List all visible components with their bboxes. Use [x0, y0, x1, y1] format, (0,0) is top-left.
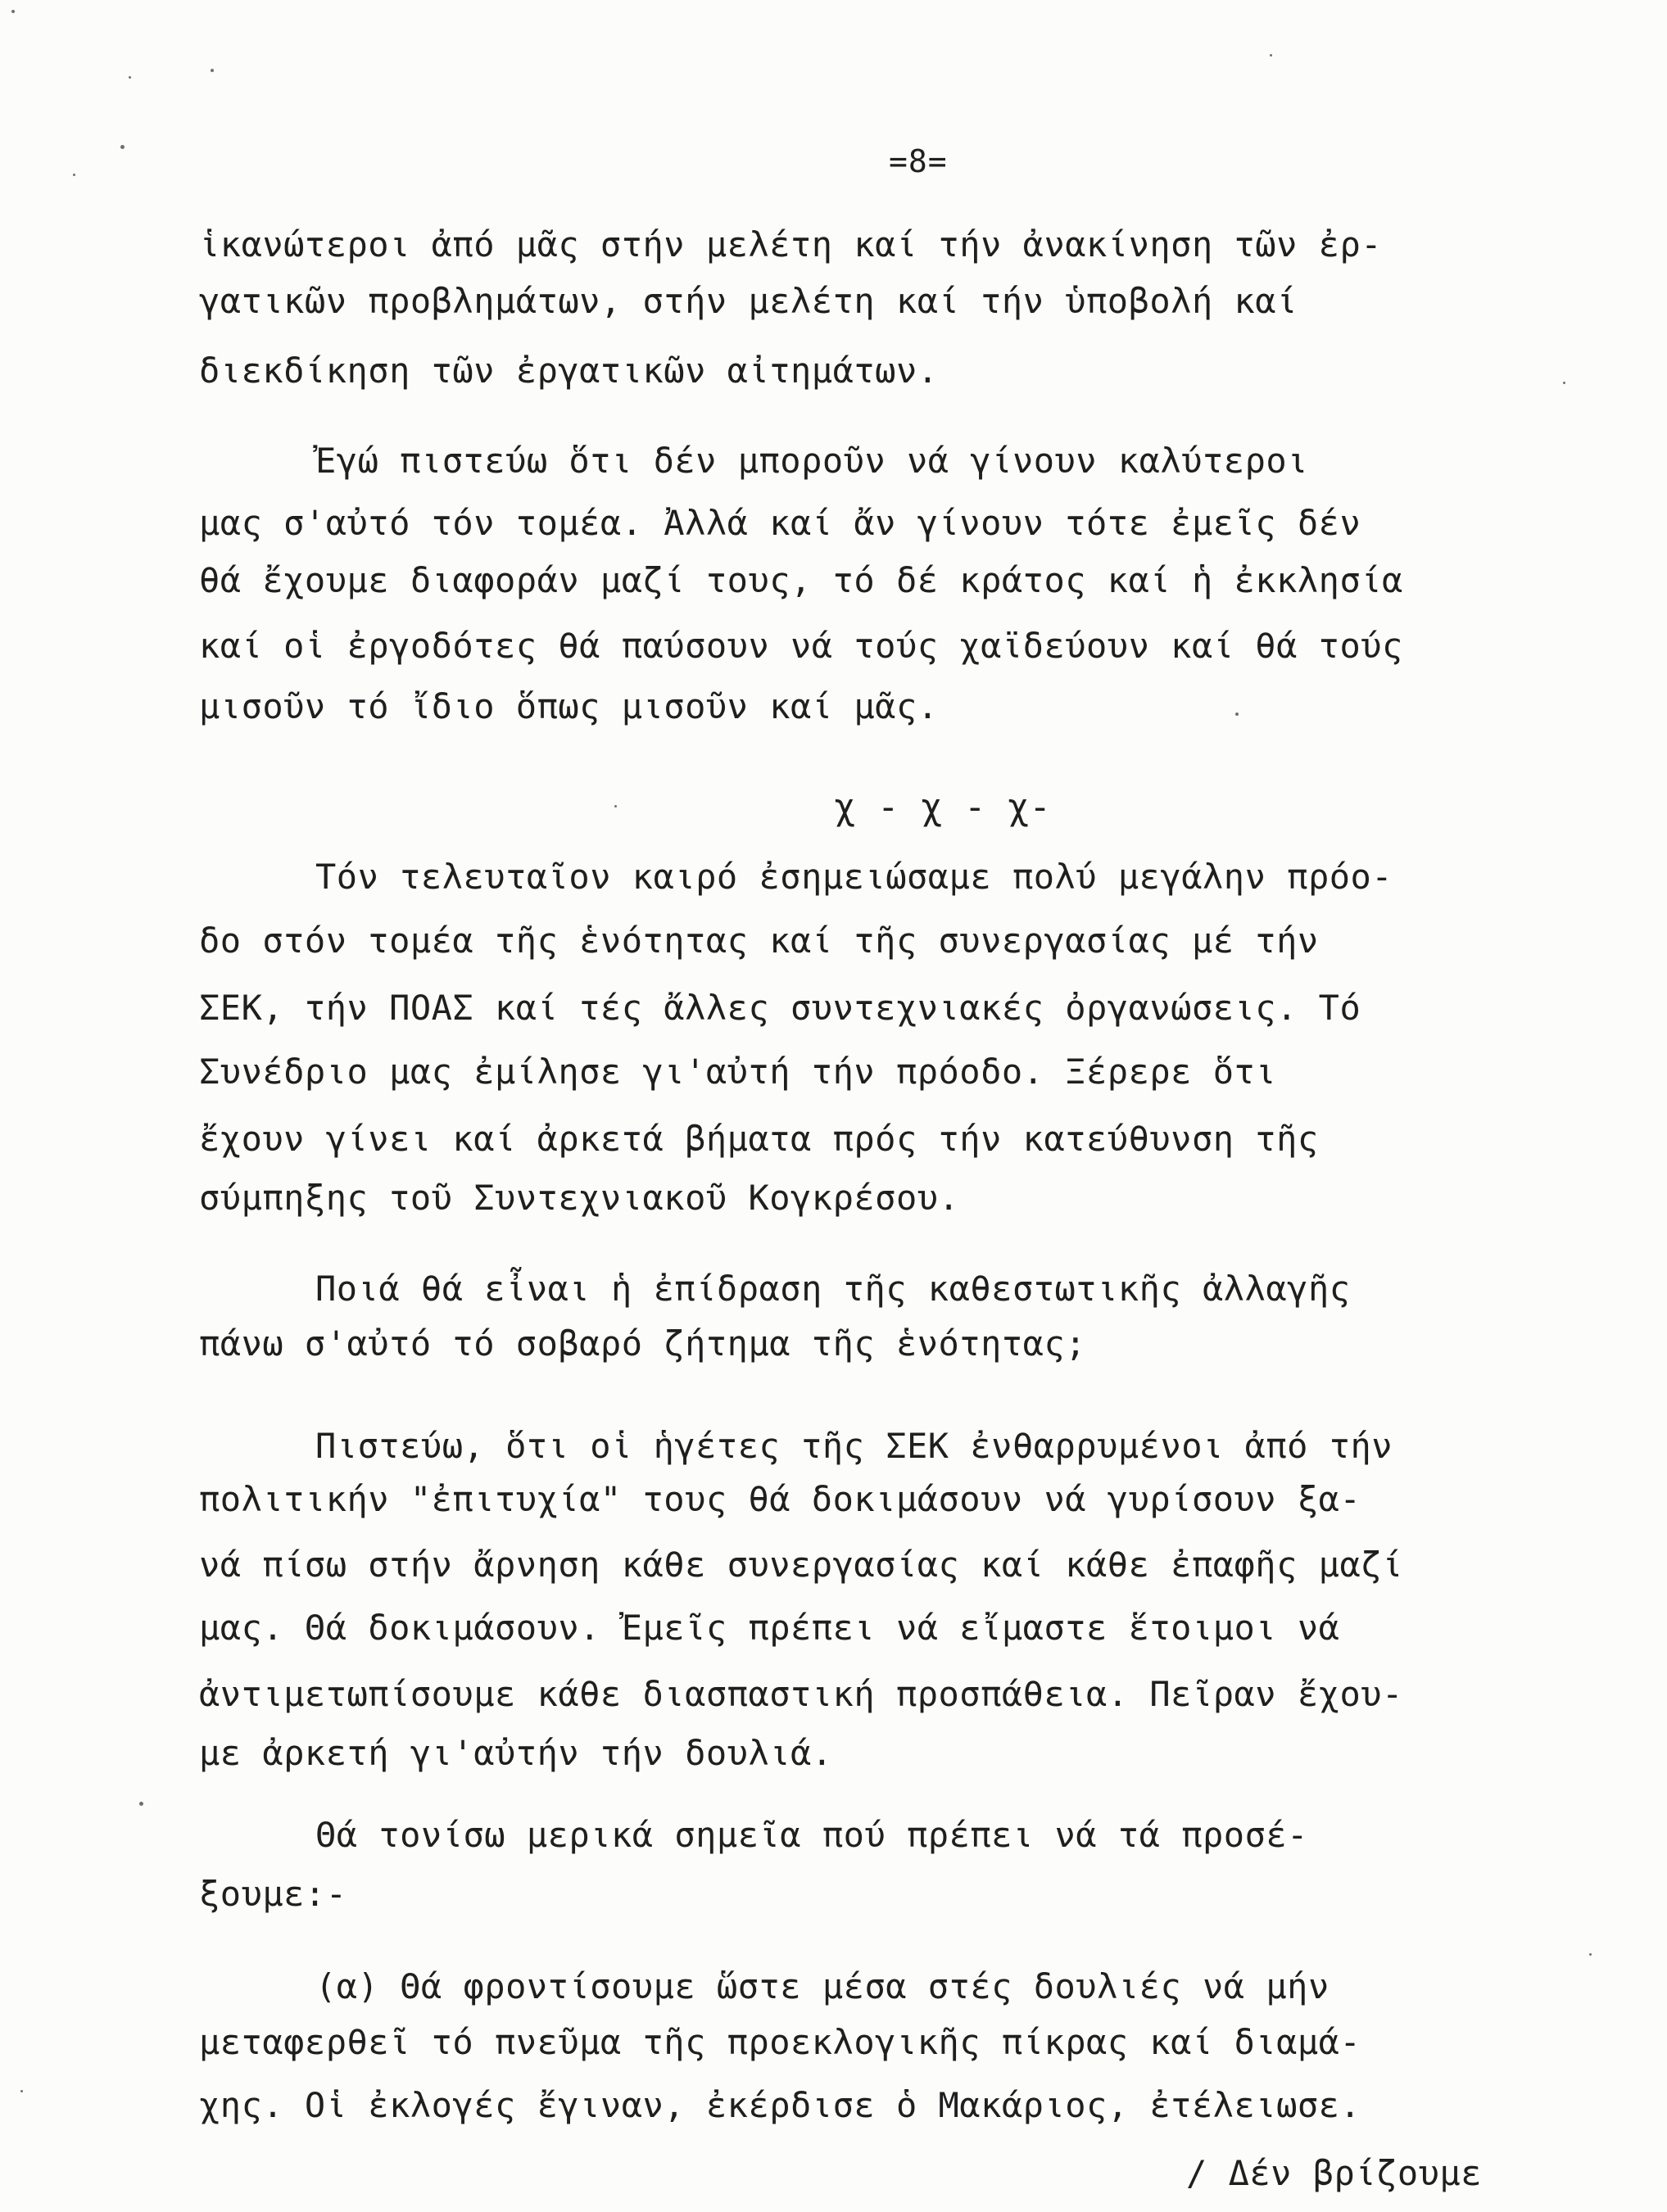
paragraph-4-line-1: Ποιά θά εἶναι ἡ ἐπίδραση τῆς καθεστωτικῆς ἀλλαγῆς [315, 1269, 1351, 1309]
continuation-line: / Δέν βρίζουμε [1186, 2153, 1483, 2193]
scan-speck [211, 69, 214, 72]
paragraph-3-line-1: Τόν τελευταῖον καιρό ἐσημειώσαμε πολύ μεγάλην πρόο- [315, 857, 1393, 897]
scan-speck [1270, 54, 1272, 57]
scan-speck [20, 2090, 23, 2092]
paragraph-3-line-5: ἔχουν γίνει καί ἀρκετά βήματα πρός τήν κατεύθυνση τῆς [199, 1119, 1319, 1159]
scan-speck [120, 145, 125, 149]
scan-speck [614, 805, 617, 807]
scan-speck [129, 76, 131, 79]
scan-speck [1563, 382, 1565, 384]
paragraph-3-line-2: δο στόν τομέα τῆς ἑνότητας καί τῆς συνεργασίας μέ τήν [199, 921, 1319, 961]
paragraph-6-line-2: ξουμε:- [199, 1874, 347, 1914]
paragraph-7-line-1: (α) Θά φροντίσουμε ὥστε μέσα στές δουλιές νά μήν [315, 1966, 1330, 2006]
paragraph-2-line-2: μας σ'αὐτό τόν τομέα. Ἀλλά καί ἄν γίνουν τότε ἐμεῖς δέν [199, 503, 1361, 543]
paragraph-2-line-4: καί οἱ ἐργοδότες θά παύσουν νά τούς χαϊδεύουν καί θά τούς [199, 626, 1403, 666]
paragraph-1-line-3: διεκδίκηση τῶν ἐργατικῶν αἰτημάτων. [199, 351, 939, 391]
paragraph-1-line-1: ἱκανώτεροι ἀπό μᾶς στήν μελέτη καί τήν ἀνακίνηση τῶν ἐρ- [199, 224, 1383, 265]
paragraph-5-line-1: Πιστεύω, ὅτι οἱ ἡγέτες τῆς ΣΕΚ ἐνθαρρυμένοι ἀπό τήν [315, 1426, 1393, 1466]
paragraph-7-line-3: χης. Οἱ ἐκλογές ἔγιναν, ἐκέρδισε ὁ Μακάριος, ἐτέλειωσε. [199, 2085, 1361, 2125]
scan-speck [11, 10, 15, 13]
paragraph-5-line-6: με ἀρκετή γι'αὐτήν τήν δουλιά. [199, 1733, 833, 1773]
paragraph-3-line-3: ΣΕΚ, τήν ΠΟΑΣ καί τές ἄλλες συντεχνιακές ὀργανώσεις. Τό [199, 988, 1361, 1028]
paragraph-7-line-2: μεταφερθεῖ τό πνεῦμα τῆς προεκλογικῆς πίκρας καί διαμά- [199, 2022, 1361, 2062]
scan-speck [1235, 712, 1239, 716]
section-separator: χ - χ - χ- [834, 786, 1051, 828]
paragraph-2-line-3: θά ἔχουμε διαφοράν μαζί τους, τό δέ κράτος καί ἡ ἐκκλησία [199, 560, 1403, 600]
paragraph-5-line-5: ἀντιμετωπίσουμε κάθε διασπαστική προσπάθεια. Πεῖραν ἔχου- [199, 1674, 1403, 1714]
scan-speck [73, 174, 75, 176]
page-number: =8= [889, 143, 948, 179]
paragraph-5-line-2: πολιτικήν "ἐπιτυχία" τους θά δοκιμάσουν νά γυρίσουν ξα- [199, 1479, 1361, 1519]
paragraph-6-line-1: Θά τονίσω μερικά σημεῖα πού πρέπει νά τά προσέ- [315, 1815, 1308, 1855]
paragraph-4-line-2: πάνω σ'αὐτό τό σοβαρό ζήτημα τῆς ἑνότητας; [199, 1323, 1087, 1364]
paragraph-5-line-4: μας. Θά δοκιμάσουν. Ἐμεῖς πρέπει νά εἴμαστε ἕτοιμοι νά [199, 1608, 1340, 1648]
scan-speck [139, 1802, 143, 1806]
paragraph-3-line-4: Συνέδριο μας ἐμίλησε γι'αὐτή τήν πρόοδο. Ξέρερε ὅτι [199, 1052, 1277, 1092]
paragraph-1-line-2: γατικῶν προβλημάτων, στήν μελέτη καί τήν ὑποβολή καί [199, 281, 1298, 321]
scan-speck [1589, 1953, 1592, 1956]
paragraph-2-line-5: μισοῦν τό ἴδιο ὅπως μισοῦν καί μᾶς. [199, 686, 939, 726]
paragraph-3-line-6: σύμπηξης τοῦ Συντεχνιακοῦ Κογκρέσου. [199, 1178, 960, 1218]
paragraph-5-line-3: νά πίσω στήν ἄρνηση κάθε συνεργασίας καί κάθε ἐπαφῆς μαζί [199, 1545, 1403, 1585]
paragraph-2-line-1: Ἐγώ πιστεύω ὅτι δέν μποροῦν νά γίνουν καλύτεροι [315, 441, 1308, 481]
